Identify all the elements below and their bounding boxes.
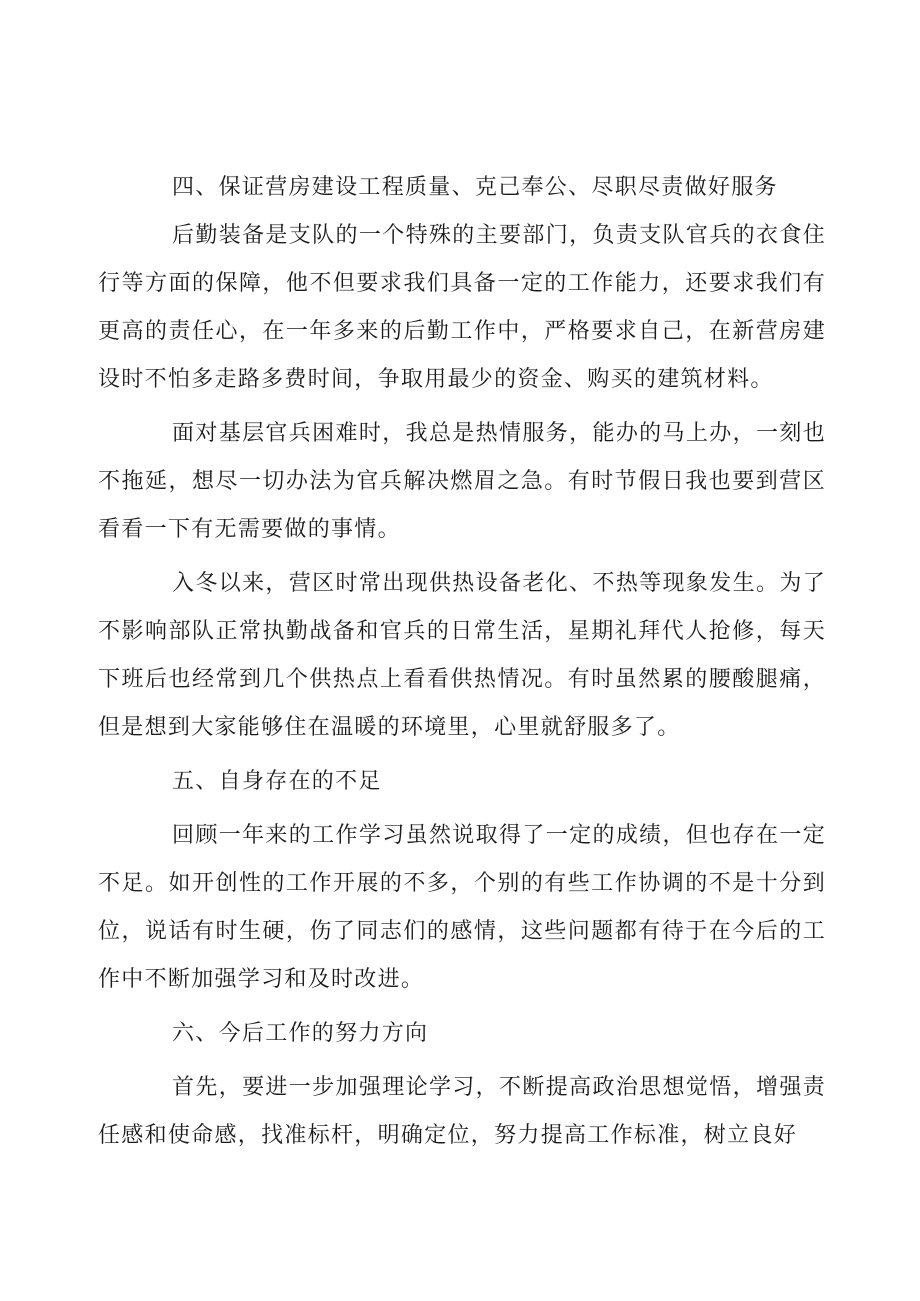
paragraph-future-direction: 首先，要进一步加强理论学习，不断提高政治思想觉悟，增强责任感和使命感，找准标杆，明确定位，努力提高工作标准，树立良好 — [98, 1075, 826, 1148]
section-heading-4: 四、保证营房建设工程质量、克己奉公、尽职尽责做好服务 — [172, 175, 778, 200]
paragraph-service-attitude: 面对基层官兵困难时，我总是热情服务，能办的马上办，一刻也不拖延，想尽一切办法为官兵解决燃眉之急。有时节假日我也要到营区看看一下有无需要做的事情。 — [98, 421, 826, 542]
document-body — [98, 164, 826, 1160]
paragraph-logistics-role: 后勤装备是支队的一个特殊的主要部门，负责支队官兵的衣食住行等方面的保障，他不但要求我们具备一定的工作能力，还要求我们有更高的责任心，在一年多来的后勤工作中，严格要求自己，在新营房建设时不怕多走路多费时间，争取用最少的资金、购买的建筑材料。 — [98, 223, 826, 392]
section-heading-6: 六、今后工作的努力方向 — [172, 1021, 429, 1046]
section-heading-5: 五、自身存在的不足 — [172, 769, 382, 794]
paragraph-winter-heating: 入冬以来，营区时常出现供热设备老化、不热等现象发生。为了不影响部队正常执勤战备和官兵的日常生活，星期礼拜代人抢修，每天下班后也经常到几个供热点上看看供热情况。有时虽然累的腰酸腿痛，但是想到大家能够住在温暖的环境里，心里就舒服多了。 — [98, 571, 826, 740]
paragraph-shortcomings: 回顾一年来的工作学习虽然说取得了一定的成绩，但也存在一定不足。如开创性的工作开展的不多，个别的有些工作协调的不是十分到位，说话有时生硬，伤了同志们的感情，这些问题都有待于在今后的工作中不断加强学习和及时改进。 — [98, 823, 826, 992]
